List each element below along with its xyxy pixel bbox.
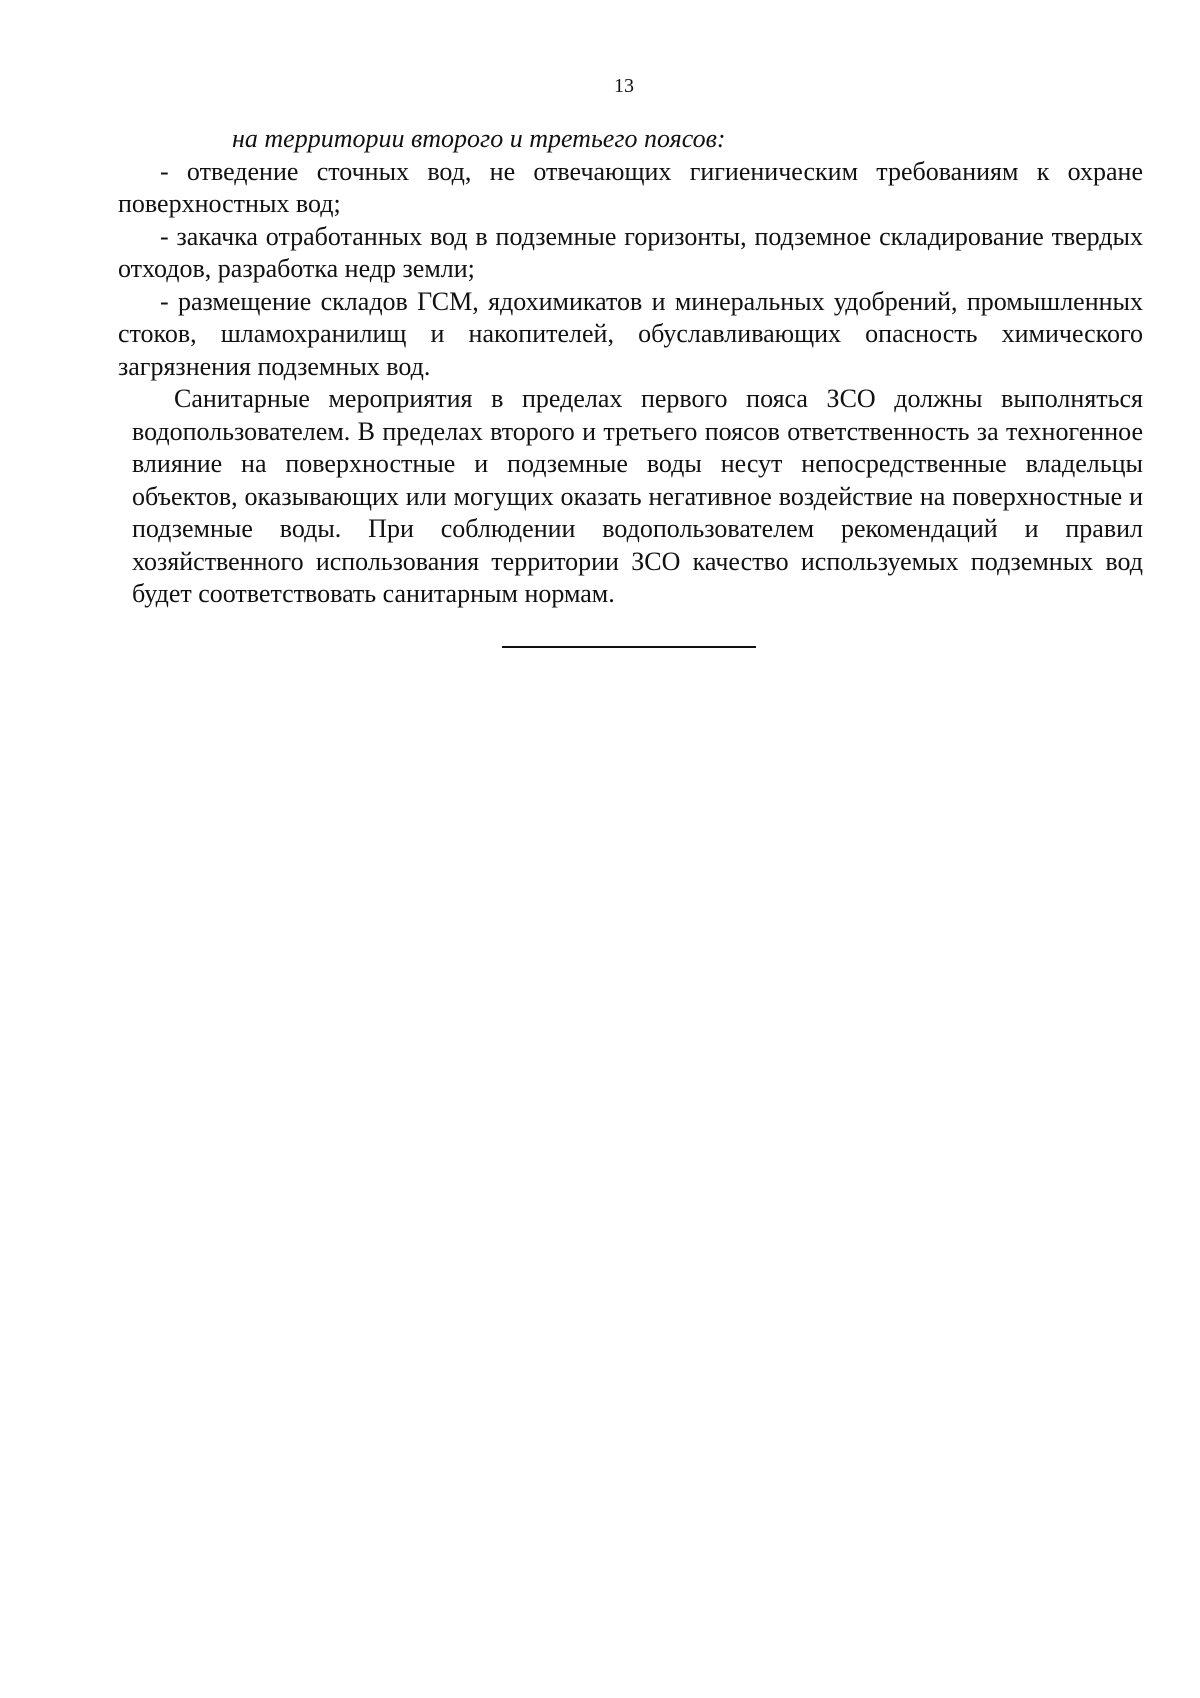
document-body [118,123,1143,611]
closing-paragraph: Санитарные мероприятия в пределах первого пояса ЗСО должны выполняться водопользователем. В пределах второго и третьего поясов ответственность за техногенное влияние на поверхностные и подземные воды несут непосредственные владельцы объектов, оказывающих или могущих оказать негативное воздействие на поверхностные и подземные воды. При соблюдении водопользователем рекомендаций и правил хозяйственного использования территории ЗСО качество используемых подземных вод будет соответствовать санитарным нормам. [132,384,1143,608]
end-rule [502,646,756,648]
closing-block [132,383,1143,611]
section-heading: на территории второго и третьего поясов: [232,124,726,153]
list-item: - размещение складов ГСМ, ядохимикатов и минеральных удобрений, промышленных стоков, шламохранилищ и накопителей, обуславливающих опасность химического загрязнения подземных вод. [118,286,1143,381]
page-number: 13 [614,75,634,97]
list-item: - отведение сточных вод, не отвечающих гигиеническим требованиям к охране поверхностных вод; [118,156,1143,218]
list-item: - закачка отработанных вод в подземные горизонты, подземное складирование твердых отходов, разработка недр земли; [118,221,1143,283]
